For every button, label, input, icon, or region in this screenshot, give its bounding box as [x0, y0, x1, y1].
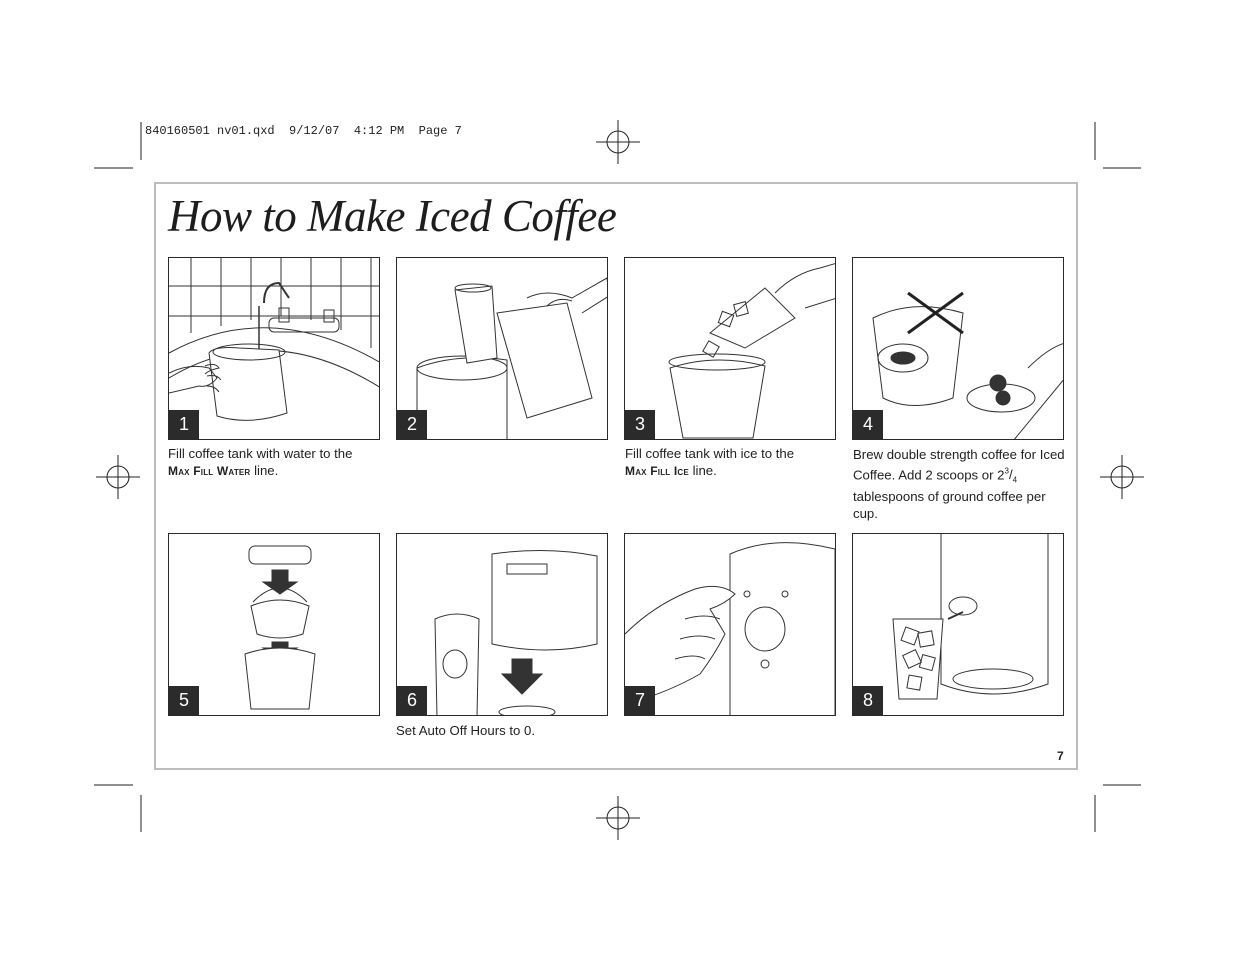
step-6-illustration — [396, 533, 608, 716]
step-number-badge: 1 — [169, 410, 199, 439]
registration-mark-bottom — [596, 796, 640, 840]
step-1-caption: Fill coffee tank with water to the Max Fill Water line. — [168, 446, 353, 478]
place-tank-on-brewer-icon — [397, 534, 608, 716]
scooping-ice-icon — [625, 258, 836, 440]
step-4-caption: Brew double strength coffee for Iced Coffee. Add 2 scoops or $2^3/_4$ tablespoons of ground coffee per cup. — [853, 447, 1065, 521]
coffee-filter-basket-icon — [853, 258, 1064, 440]
registration-mark-right — [1100, 455, 1144, 499]
step-5-illustration — [168, 533, 380, 716]
step-number-badge: 3 — [625, 410, 655, 439]
press-on-button-icon — [625, 534, 836, 716]
page-number: 7 — [1057, 749, 1064, 763]
step-1-illustration — [168, 257, 380, 440]
step-3-caption: Fill coffee tank with ice to the Max Fill Ice line. — [625, 446, 795, 478]
step-number-badge: 6 — [397, 686, 427, 715]
step-number-badge: 2 — [397, 410, 427, 439]
registration-mark-top — [596, 120, 640, 164]
assemble-basket-icon — [169, 534, 380, 716]
step-3-illustration — [624, 257, 836, 440]
pouring-into-tank-icon — [397, 258, 608, 440]
printer-slug: 840160501 nv01.qxd 9/12/07 4:12 PM Page 7 — [145, 124, 462, 138]
step-number-badge: 4 — [853, 410, 883, 439]
step-number-badge: 8 — [853, 686, 883, 715]
page-title: How to Make Iced Coffee — [168, 191, 617, 241]
step-8-illustration — [852, 533, 1064, 716]
step-6-caption: Set Auto Off Hours to 0. — [396, 723, 536, 738]
step-number-badge: 5 — [169, 686, 199, 715]
registration-mark-left — [96, 455, 140, 499]
iced-coffee-glass-icon — [853, 534, 1064, 716]
faucet-filling-tank-icon — [169, 258, 380, 440]
step-2-illustration — [396, 257, 608, 440]
step-number-badge: 7 — [625, 686, 655, 715]
step-4-illustration — [852, 257, 1064, 440]
step-7-illustration — [624, 533, 836, 716]
